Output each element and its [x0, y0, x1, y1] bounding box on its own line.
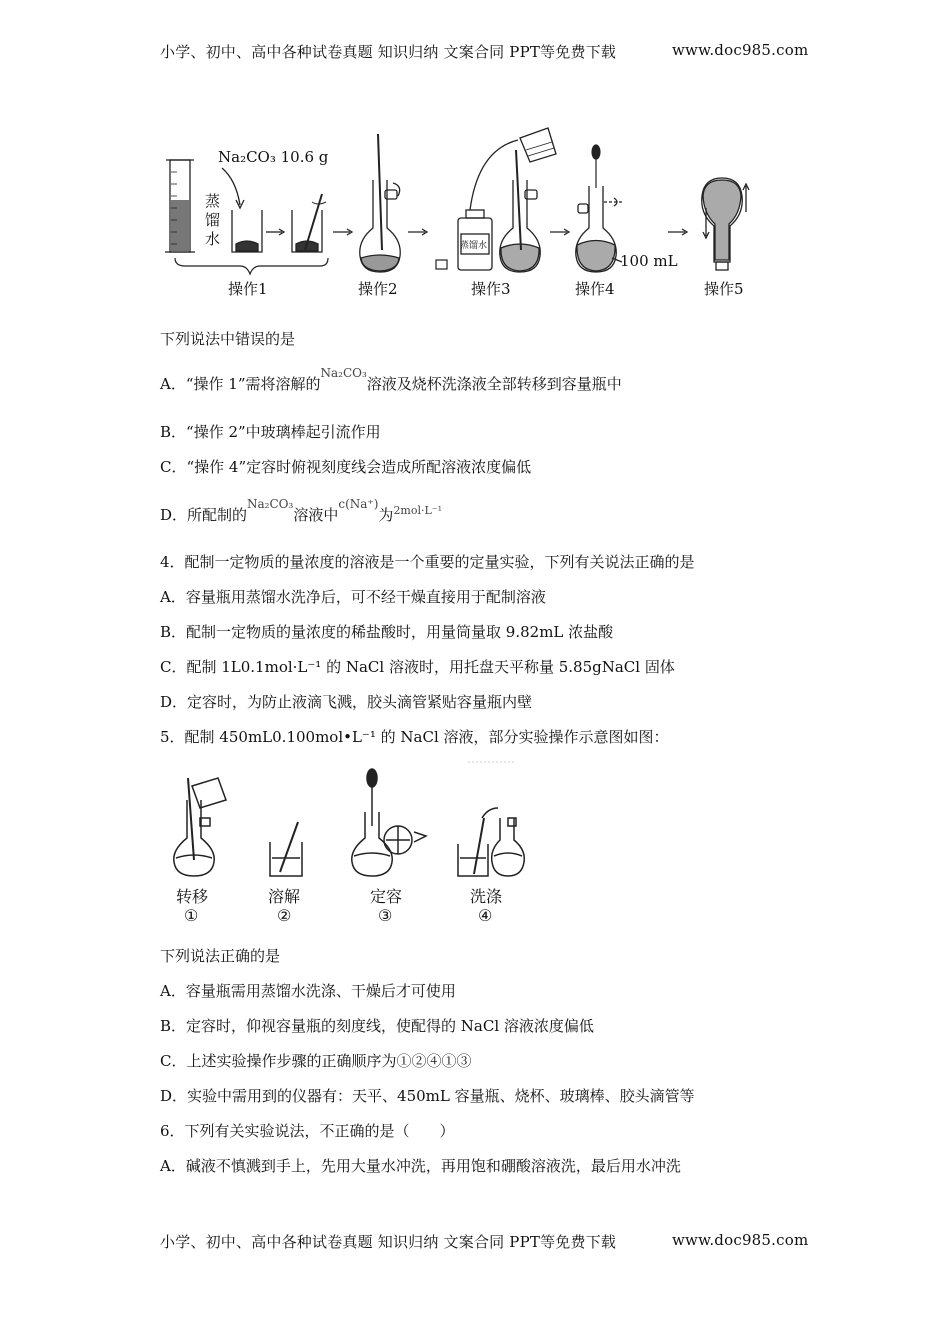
- fig2-label-3: 定容: [370, 889, 403, 906]
- header-text: 小学、初中、高中各种试卷真题 知识归纳 文案合同 PPT等免费下载: [160, 43, 617, 61]
- q3-option-c: C．“操作 4”定容时俯视刻度线会造成所配溶液浓度偏低: [160, 458, 532, 476]
- caption-op4: 操作4: [575, 280, 615, 298]
- fig2-num-2: ②: [277, 908, 292, 925]
- bottle-label: 蒸馏水: [460, 241, 488, 251]
- fig2-label-2: 溶解: [268, 889, 301, 906]
- q6-option-a: A．碱液不慎溅到手上，先用大量水冲洗，再用饱和硼酸溶液洗，最后用水冲洗: [160, 1157, 681, 1175]
- q4-option-b: B．配制一定物质的量浓度的稀盐酸时，用量筒量取 9.82mL 浓盐酸: [160, 623, 614, 641]
- q3-option-b: B．“操作 2”中玻璃棒起引流作用: [160, 423, 381, 441]
- q4-option-d: D．定容时，为防止液滴飞溅，胶头滴管紧贴容量瓶内壁: [160, 693, 533, 711]
- q4-option-c: C．配制 1L0.1mol·L⁻¹ 的 NaCl 溶液时，用托盘天平称量 5.85gNaCl 固体: [160, 658, 675, 676]
- q5-option-d: D．实验中需用到的仪器有：天平、450mL 容量瓶、烧杯、玻璃棒、胶头滴管等: [160, 1087, 695, 1105]
- q6-stem: 6．下列有关实验说法，不正确的是（ ）: [160, 1122, 455, 1140]
- dissolve-beaker: [270, 822, 302, 876]
- q3-d-mid2: 为: [378, 506, 394, 524]
- q3-d-pre: D．所配制的: [160, 506, 248, 524]
- fig2-num-3: ③: [378, 908, 393, 925]
- page-footer: [160, 1231, 616, 1252]
- caption-op1: 操作1: [228, 280, 268, 298]
- q4-stem: 4．配制一定物质的量浓度的溶液是一个重要的定量实验，下列有关说法正确的是: [160, 553, 695, 571]
- caption-op2: 操作2: [358, 280, 398, 298]
- transfer-flask: [174, 778, 226, 876]
- q5-option-b: B．定容时，仰视容量瓶的刻度线，使配得的 NaCl 溶液浓度偏低: [160, 1017, 594, 1035]
- fig2-label-4: 洗涤: [470, 889, 503, 906]
- water-char: 水: [205, 230, 221, 248]
- q3-d-mid: 溶液中: [293, 506, 339, 524]
- q3-a-formula: Na₂CO₃: [320, 366, 367, 380]
- q5-stem: 5．配制 450mL0.100mol•L⁻¹ 的 NaCl 溶液，部分实验操作示意图如图：: [160, 728, 669, 746]
- q5-option-c: C．上述实验操作步骤的正确顺序为①②④①③: [160, 1052, 472, 1070]
- header-site: www.doc985.com: [672, 41, 809, 59]
- q3-d-formula: Na₂CO₃: [247, 497, 294, 511]
- q3-d-value: 2mol·L⁻¹: [393, 504, 443, 517]
- fig2-num-1: ①: [184, 908, 199, 925]
- q5-stem2: 下列说法正确的是: [160, 947, 281, 965]
- water-char: 蒸: [205, 192, 221, 210]
- reagent-label: Na₂CO₃ 10.6 g: [218, 148, 329, 166]
- water-char: 馏: [205, 211, 221, 229]
- q4-option-a: A．容量瓶用蒸馏水洗净后，可不经干燥直接用于配制溶液: [160, 588, 546, 606]
- footer-site: www.doc985.com: [672, 1231, 809, 1249]
- q3-d-concentration: c(Na⁺): [338, 497, 379, 511]
- q5-option-a: A．容量瓶需用蒸馏水洗涤、干燥后才可使用: [160, 982, 456, 1000]
- caption-op3: 操作3: [471, 280, 511, 298]
- caption-op5: 操作5: [704, 280, 744, 298]
- q3-a-pre: A．“操作 1”需将溶解的: [160, 375, 321, 393]
- fig2-label-1: 转移: [176, 889, 209, 906]
- volume-label: 100 mL: [620, 252, 678, 270]
- fixvolume-flask: [352, 769, 426, 876]
- fig2-num-4: ④: [478, 908, 493, 925]
- q3-stem: 下列说法中错误的是: [160, 330, 296, 348]
- q3-a-post: 溶液及烧杯洗涤液全部转移到容量瓶中: [366, 375, 622, 393]
- footer-text: 小学、初中、高中各种试卷真题 知识归纳 文案合同 PPT等免费下载: [160, 1233, 617, 1251]
- wash-setup: [458, 808, 524, 876]
